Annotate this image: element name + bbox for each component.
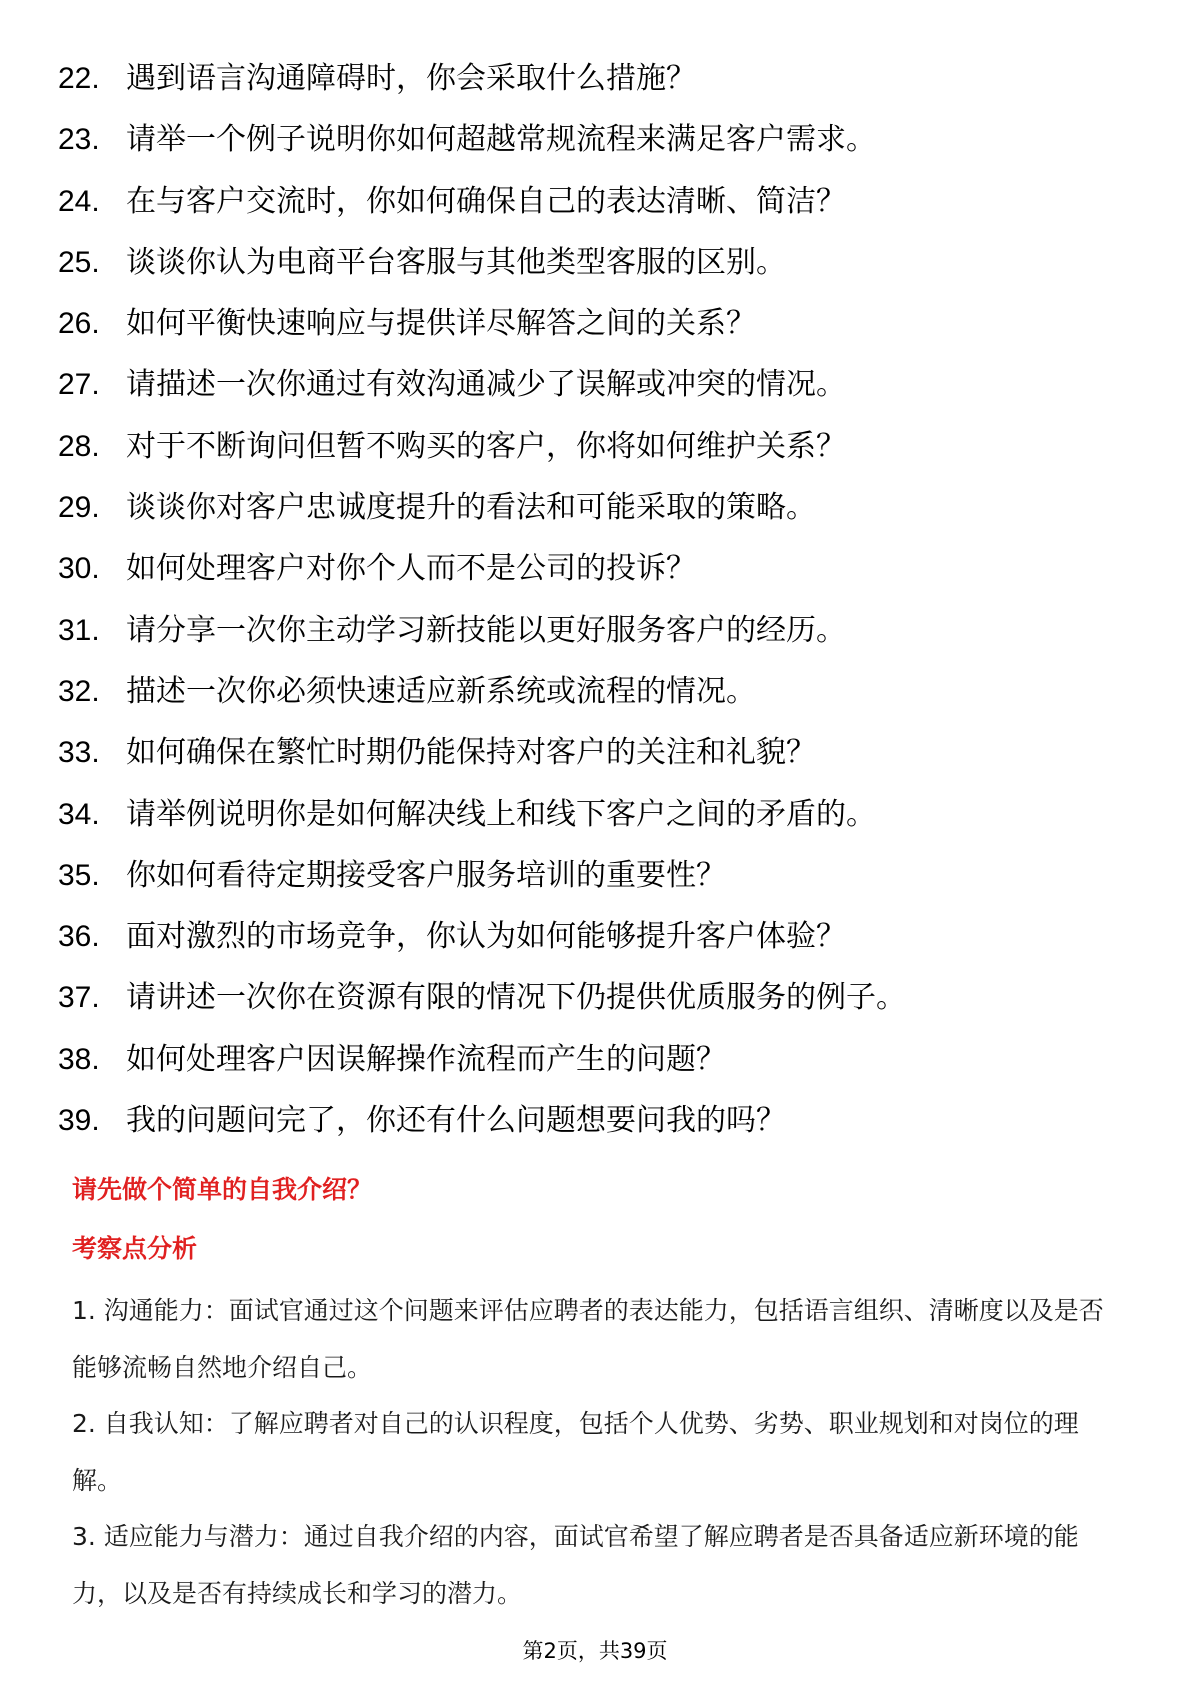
question-item bbox=[58, 293, 1138, 354]
question-list bbox=[58, 48, 1138, 1151]
question-item bbox=[58, 722, 1138, 783]
question-item bbox=[58, 784, 1138, 845]
question-text: 描述一次你必须快速适应新系统或流程的情况。 bbox=[126, 673, 756, 709]
question-text: 我的问题问完了，你还有什么问题想要问我的吗？ bbox=[126, 1103, 786, 1139]
question-number: 32. bbox=[58, 674, 100, 708]
question-text: 如何确保在繁忙时期仍能保持对客户的关注和礼貌？ bbox=[126, 735, 816, 771]
question-item bbox=[58, 109, 1138, 170]
question-text: 请讲述一次你在资源有限的情况下仍提供优质服务的例子。 bbox=[126, 980, 906, 1016]
question-number: 35. bbox=[58, 858, 100, 892]
question-item bbox=[58, 600, 1138, 661]
question-number: 25. bbox=[58, 245, 100, 279]
question-number: 23. bbox=[58, 123, 100, 157]
question-text: 谈谈你认为电商平台客服与其他类型客服的区别。 bbox=[126, 244, 786, 280]
analysis-point: 1. 沟通能力：面试官通过这个问题来评估应聘者的表达能力，包括语言组织、清晰度以及是否能够流畅自然地介绍自己。 bbox=[72, 1296, 1104, 1382]
question-item bbox=[58, 967, 1138, 1028]
question-number: 31. bbox=[58, 613, 100, 647]
question-item bbox=[58, 354, 1138, 415]
question-text: 请举例说明你是如何解决线上和线下客户之间的矛盾的。 bbox=[126, 796, 876, 832]
question-item bbox=[58, 1029, 1138, 1090]
question-text: 面对激烈的市场竞争，你认为如何能够提升客户体验？ bbox=[126, 919, 846, 955]
question-text: 对于不断询问但暂不购买的客户，你将如何维护关系？ bbox=[126, 428, 846, 464]
page-footer: 第2页，共39页 bbox=[522, 1639, 668, 1663]
question-item bbox=[58, 1090, 1138, 1151]
question-item bbox=[58, 906, 1138, 967]
question-number: 30. bbox=[58, 552, 100, 586]
question-text: 遇到语言沟通障碍时，你会采取什么措施？ bbox=[126, 61, 696, 96]
question-text: 如何平衡快速响应与提供详尽解答之间的关系？ bbox=[126, 306, 756, 342]
question-text: 在与客户交流时，你如何确保自己的表达清晰、简洁？ bbox=[126, 183, 846, 219]
question-text: 如何处理客户因误解操作流程而产生的问题？ bbox=[126, 1041, 726, 1077]
question-number: 36. bbox=[58, 920, 100, 954]
question-item bbox=[58, 416, 1138, 477]
question-text: 谈谈你对客户忠诚度提升的看法和可能采取的策略。 bbox=[126, 490, 816, 526]
question-number: 22. bbox=[58, 62, 100, 95]
analysis-subtitle: 考察点分析 bbox=[72, 1234, 198, 1263]
analysis-point: 3. 适应能力与潜力：通过自我介绍的内容，面试官希望了解应聘者是否具备适应新环境的能力，以及是否有持续成长和学习的潜力。 bbox=[72, 1522, 1079, 1608]
question-number: 37. bbox=[58, 981, 100, 1015]
question-number: 26. bbox=[58, 307, 100, 341]
question-number: 29. bbox=[58, 491, 100, 525]
analysis-point: 2. 自我认知：了解应聘者对自己的认识程度，包括个人优势、劣势、职业规划和对岗位的理解。 bbox=[72, 1409, 1079, 1495]
question-number: 38. bbox=[58, 1042, 100, 1076]
question-text: 你如何看待定期接受客户服务培训的重要性？ bbox=[126, 857, 726, 893]
analysis-points bbox=[72, 1283, 1122, 1622]
question-number: 34. bbox=[58, 797, 100, 831]
question-number: 27. bbox=[58, 368, 100, 402]
question-item bbox=[58, 661, 1138, 722]
question-text: 请举一个例子说明你如何超越常规流程来满足客户需求。 bbox=[126, 122, 876, 158]
question-item bbox=[58, 845, 1138, 906]
question-number: 39. bbox=[58, 1104, 100, 1138]
question-number: 28. bbox=[58, 429, 100, 463]
question-number: 24. bbox=[58, 184, 100, 218]
question-text: 如何处理客户对你个人而不是公司的投诉？ bbox=[126, 551, 696, 587]
question-item bbox=[58, 171, 1138, 232]
question-item bbox=[58, 538, 1138, 599]
question-item bbox=[58, 477, 1138, 538]
question-number: 33. bbox=[58, 736, 100, 770]
question-item bbox=[58, 232, 1138, 293]
question-item bbox=[58, 48, 1138, 109]
question-text: 请描述一次你通过有效沟通减少了误解或冲突的情况。 bbox=[126, 367, 846, 403]
section-title: 请先做个简单的自我介绍？ bbox=[72, 1175, 373, 1204]
question-text: 请分享一次你主动学习新技能以更好服务客户的经历。 bbox=[126, 612, 846, 648]
